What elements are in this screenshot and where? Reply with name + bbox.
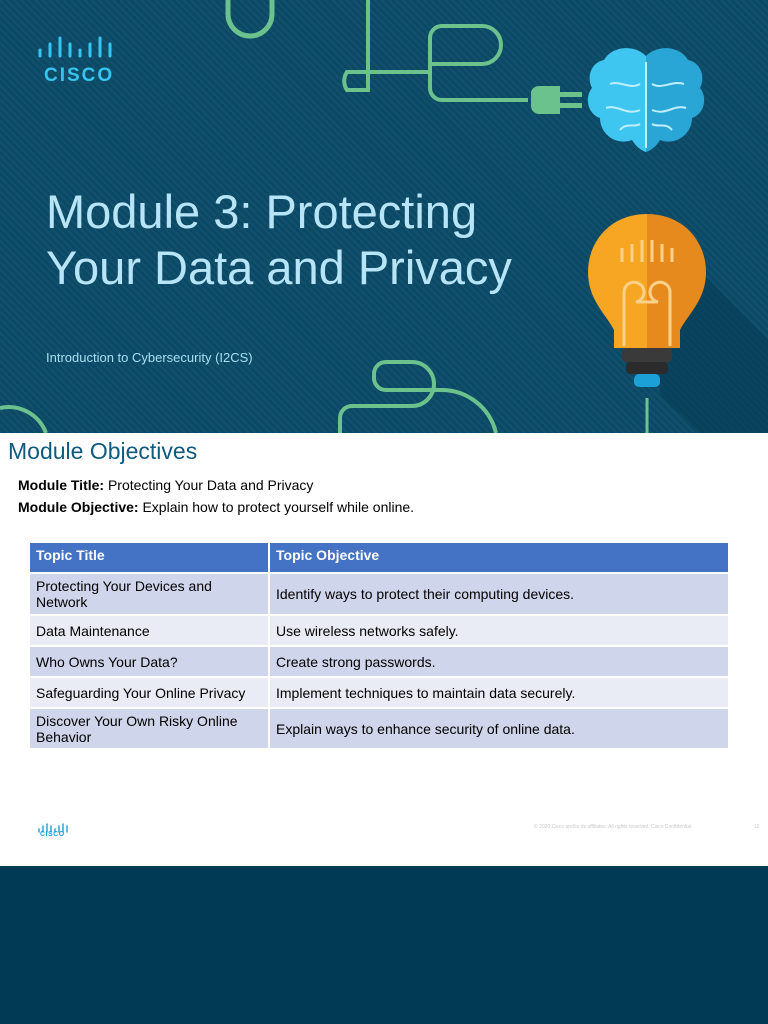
topic-title-cell: Safeguarding Your Online Privacy <box>29 677 269 708</box>
topic-objective-cell: Identify ways to protect their computing devices. <box>269 573 729 615</box>
topic-objective-cell: Implement techniques to maintain data securely. <box>269 677 729 708</box>
title-slide <box>0 0 768 433</box>
cisco-bars-icon <box>38 36 116 62</box>
header-topic-title: Topic Title <box>29 542 269 573</box>
module-title-value: Protecting Your Data and Privacy <box>107 477 314 493</box>
module-title <box>46 184 566 296</box>
module-title-line <box>18 477 313 493</box>
course-subtitle: Introduction to Cybersecurity (I2CS) <box>46 350 253 365</box>
cisco-wordmark: CISCO <box>44 65 115 86</box>
table-row <box>29 646 729 677</box>
module-objective-label: Module Objective: <box>18 499 139 515</box>
topic-title-cell: Protecting Your Devices and Network <box>29 573 269 615</box>
brain-icon <box>588 48 704 152</box>
cisco-logo <box>38 36 118 88</box>
header-topic-objective: Topic Objective <box>269 542 729 573</box>
plug-icon <box>531 86 582 114</box>
copyright-text: © 2020 Cisco and/or its affiliates. All rights reserved. Cisco Confidential <box>534 824 692 830</box>
table-header-row <box>29 542 729 573</box>
table-row <box>29 677 729 708</box>
topic-title-cell: Discover Your Own Risky Online Behavior <box>29 708 269 749</box>
module-title-line1: Module 3: Protecting <box>46 185 478 238</box>
topic-title-cell: Data Maintenance <box>29 615 269 646</box>
objectives-heading: Module Objectives <box>8 438 198 464</box>
topic-objective-cell: Create strong passwords. <box>269 646 729 677</box>
footer-cisco-logo <box>38 823 72 841</box>
module-title-label: Module Title: <box>18 477 105 493</box>
table-row <box>29 573 729 615</box>
table-row <box>29 615 729 646</box>
objectives-slide <box>0 433 768 866</box>
topic-title-cell: Who Owns Your Data? <box>29 646 269 677</box>
topics-table <box>28 541 730 750</box>
table-row <box>29 708 729 749</box>
topic-objective-cell: Use wireless networks safely. <box>269 615 729 646</box>
module-objective-value: Explain how to protect yourself while online. <box>142 499 415 515</box>
module-title-line2: Your Data and Privacy <box>46 241 512 294</box>
footer-cisco-wordmark: CISCO <box>40 831 65 838</box>
page-number: 12 <box>754 824 760 830</box>
module-objective-line <box>18 499 414 515</box>
topic-objective-cell: Explain ways to enhance security of online data. <box>269 708 729 749</box>
